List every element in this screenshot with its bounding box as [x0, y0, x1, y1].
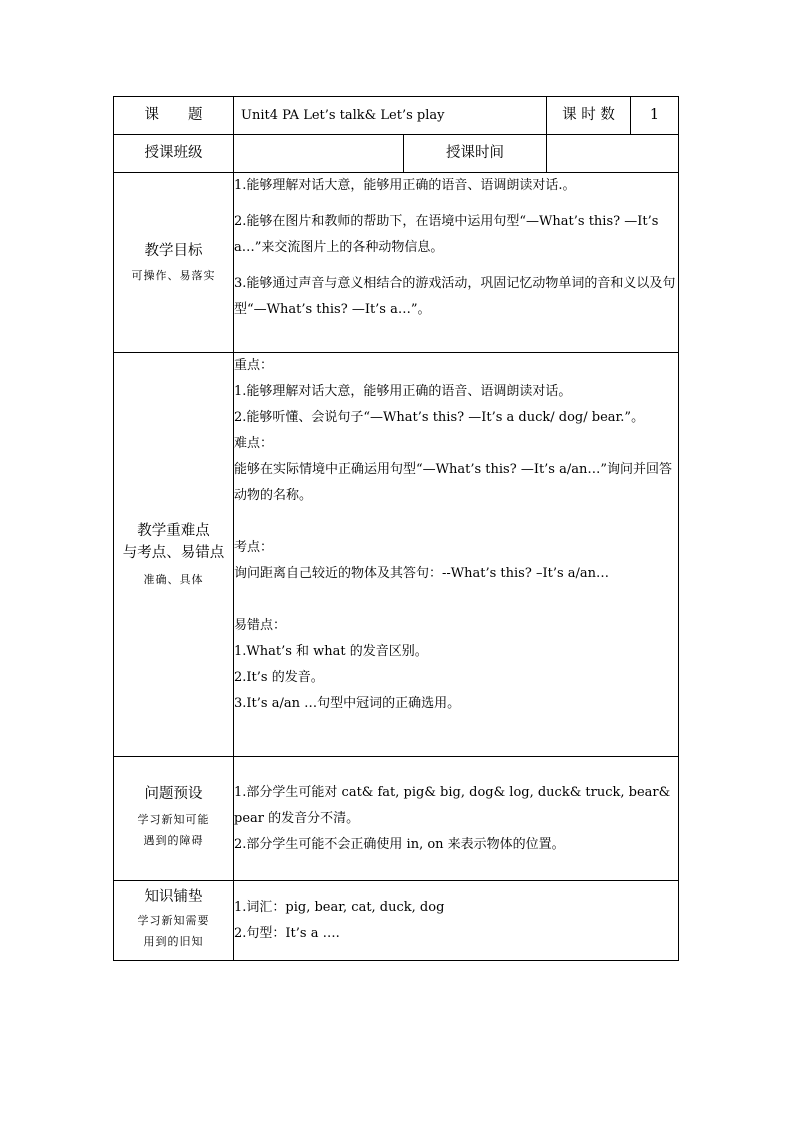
prior-knowledge-row: [114, 881, 679, 961]
problem-item: 2.部分学生可能不会正确使用 in, on 来表示物体的位置。: [234, 836, 565, 852]
problems-sub-line2: 遇到的障碍: [143, 833, 204, 847]
difficulty-heading: 难点：: [234, 436, 274, 451]
problem-item: 1.部分学生可能对 cat& fat, pig& big, dog& log, duck& truck, bear& pear 的发音分不清。: [234, 784, 671, 826]
key-points-content: [234, 353, 679, 757]
objectives-label-cell: [114, 173, 234, 353]
objective-item: 2.能够在图片和教师的帮助下，在语境中运用句型“—What’s this? —It’s a…”来交流图片上的各种动物信息。: [234, 214, 659, 255]
lesson-plan-table: [113, 96, 679, 961]
topic-row: [114, 97, 679, 135]
key-points-label-line1: 教学重难点: [137, 522, 210, 539]
objective-item: 1.能够理解对话大意，能够用正确的语音、语调朗读对话.。: [234, 178, 576, 193]
class-value: [234, 135, 404, 173]
time-label: 授课时间: [404, 135, 547, 173]
problems-row: [114, 757, 679, 881]
hours-label: 课 时 数: [547, 97, 631, 135]
prior-knowledge-content: [234, 881, 679, 961]
error-item: 1.What’s 和 what 的发音区别。: [234, 644, 428, 659]
exam-heading: 考点：: [234, 540, 274, 555]
key-points-row: [114, 353, 679, 757]
problems-label: 问题预设: [144, 786, 203, 803]
problems-content: [234, 757, 679, 881]
prior-knowledge-sub-line2: 用到的旧知: [143, 934, 204, 948]
hours-value: 1: [631, 97, 679, 135]
key-points-sub: 准确、具体: [143, 573, 204, 587]
class-label: 授课班级: [114, 135, 234, 173]
topic-value: Unit4 PA Let’s talk& Let’s play: [234, 97, 547, 135]
prior-knowledge-item: 1.词汇：pig, bear, cat, duck, dog: [234, 899, 445, 915]
prior-knowledge-sub-line1: 学习新知需要: [137, 914, 210, 928]
time-value: [547, 135, 679, 173]
objective-item: 3.能够通过声音与意义相结合的游戏活动，巩固记忆动物单词的音和义以及句型“—What’s this? —It’s a…”。: [234, 276, 676, 317]
objectives-sub: 可操作、易落实: [131, 268, 216, 282]
focus-item: 2.能够听懂、会说句子“—What’s this? —It’s a duck/ dog/ bear.”。: [234, 410, 645, 425]
objectives-content: [234, 173, 679, 353]
prior-knowledge-label: 知识铺垫: [144, 889, 203, 906]
problems-label-cell: [114, 757, 234, 881]
objectives-label: 教学目标: [144, 242, 203, 259]
focus-item: 1.能够理解对话大意，能够用正确的语音、语调朗读对话。: [234, 384, 572, 399]
error-item: 3.It’s a/an …句型中冠词的正确选用。: [234, 696, 461, 711]
prior-knowledge-label-cell: [114, 881, 234, 961]
problems-sub-line1: 学习新知可能: [137, 813, 210, 827]
key-points-label-cell: [114, 353, 234, 757]
error-heading: 易错点：: [234, 618, 287, 633]
error-item: 2.It’s 的发音。: [234, 670, 324, 685]
key-points-label-line2: 与考点、易错点: [122, 545, 225, 562]
exam-text: 询问距离自己较近的物体及其答句：--What’s this? –It’s a/an…: [234, 566, 610, 581]
focus-heading: 重点：: [234, 358, 274, 373]
topic-label: 课 题: [114, 97, 234, 135]
difficulty-text: 能够在实际情境中正确运用句型“—What’s this? —It’s a/an…”询问并回答动物的名称。: [234, 462, 673, 503]
prior-knowledge-item: 2.句型：It’s a ….: [234, 925, 340, 941]
objectives-row: [114, 173, 679, 353]
class-row: [114, 135, 679, 173]
